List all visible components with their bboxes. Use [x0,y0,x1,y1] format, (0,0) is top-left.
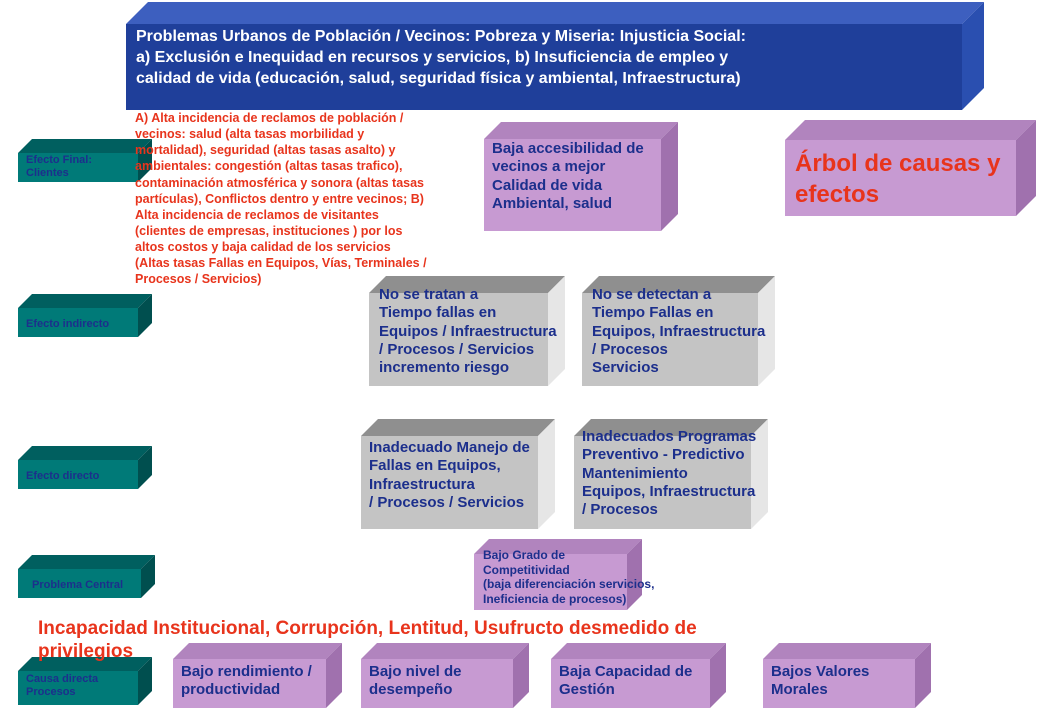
box-inadecuados-programas [574,419,768,529]
header-text: Problemas Urbanos de Población / Vecinos: Pobreza y Miseria: Injusticia Social: a) Exclusión e Inequidad en recursos y servicios, b) Insuficiencia de empleo y calidad de vida (educación, salud, seguridad física y ambiental, Infraestructura) [136,28,746,87]
level-efecto-indirecto-label: Efecto indirecto [26,318,110,330]
box-bajo-grado-text: Bajo Grado de Competitividad (baja diferenciación servicios, Ineficiencia de procesos) [483,548,655,606]
causes-banner-text: Incapacidad Institucional, Corrupción, Lentitud, Usufructo desmedido de privilegios [38,618,697,662]
box-no-se-detectan [582,276,775,386]
level-efecto-directo-label: Efecto directo [26,470,100,482]
level-causa-directa-label: Causa directa Procesos [26,673,99,699]
header-box [126,2,984,110]
box-no-se-detectan-text: No se detectan a Tiempo Fallas en Equipos, Infraestructura / Procesos Servicios [592,286,766,377]
cause-label: Bajos Valores Morales [771,663,870,699]
level-efecto-final-label: Efecto Final: Clientes [26,154,93,180]
box-inadecuado-manejo [361,419,555,529]
cause-label: Baja Capacidad de Gestión [559,663,693,699]
box-baja-accesibilidad-text: Baja accesibilidad de vecinos a mejor Calidad de vida Ambiental, salud [492,140,644,212]
level-problema-central-label: Problema Central [32,579,124,591]
level-causa-directa [18,657,152,705]
level-efecto-directo [18,446,152,489]
level-problema-central [18,555,155,598]
box-no-se-tratan [369,276,565,386]
box-inadecuado-manejo-text: Inadecuado Manejo de Fallas en Equipos, Infraestructura / Procesos / Servicios [369,439,530,511]
cause-label: Bajo nivel de desempeño [369,663,462,699]
level-efecto-indirecto [18,294,152,337]
red-note-text: A) Alta incidencia de reclamos de población / vecinos: salud (alta tasas morbilidad y mortalidad), seguridad (altas tasas asalto) y ambientales: congestión (altas tasas trafico), contaminación atmosférica y sonora (altas tasas partículas), Conflictos dentro y entre vecinos; B) Alta incidencia de reclamos de visitantes (clientes de empresas, instituciones ) por los altos costos y baja calidad de los servicios (Altas tasas Fallas en Equipos, Vías, Terminales / Procesos / Servicios) [135,111,427,287]
level-efecto-final [18,139,152,182]
box-no-se-tratan-text: No se tratan a Tiempo fallas en Equipos / Infraestructura / Procesos / Servicios incremento riesgo [379,286,557,377]
title-box [785,120,1036,216]
cause-label: Bajo rendimiento / productividad [181,663,312,699]
diagram-title: Árbol de causas y efectos [795,150,1001,209]
box-bajo-grado [474,539,655,610]
box-inadecuados-programas-text: Inadecuados Programas Preventivo - Predictivo Mantenimiento Equipos, Infraestructura / Procesos [582,428,757,519]
